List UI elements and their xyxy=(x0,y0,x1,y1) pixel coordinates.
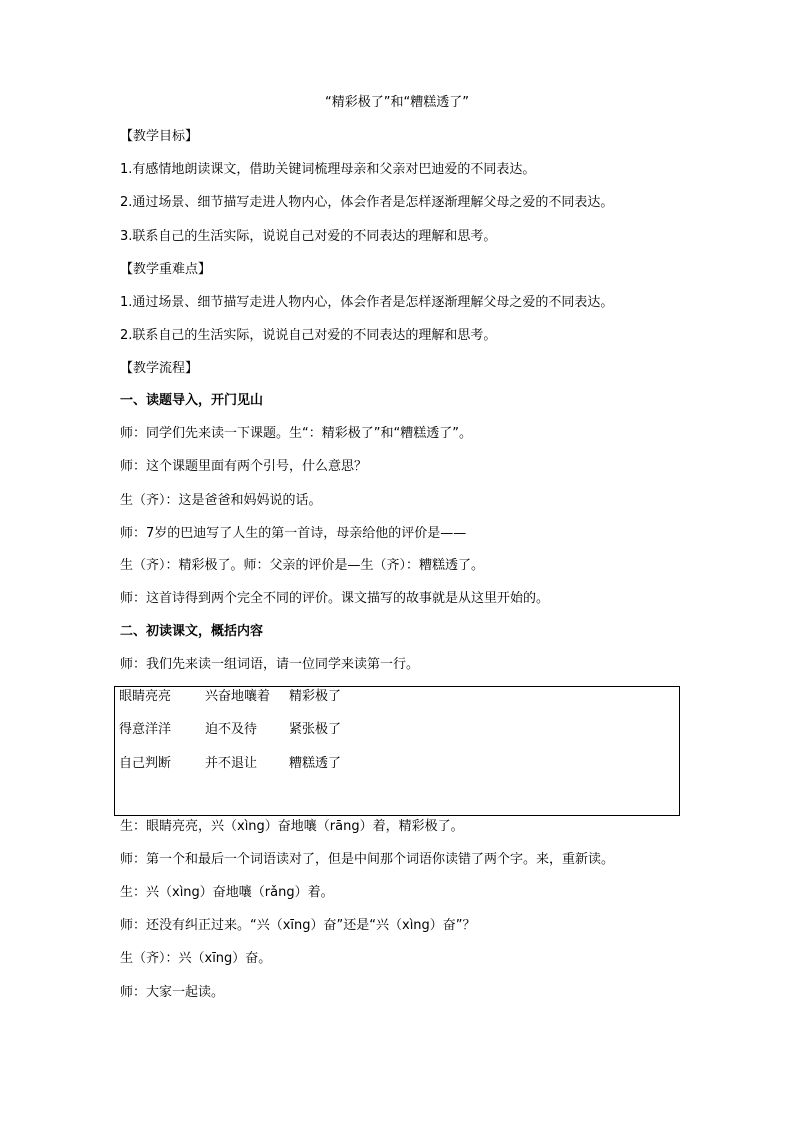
section-heading-process: 【教学流程】 xyxy=(120,361,199,376)
dialogue-line: 师：这个课题里面有两个引号，什么意思？ xyxy=(120,459,368,474)
document-title: “精彩极了”和“糟糕透了” xyxy=(325,95,469,110)
dialogue-line: 生：兴（xìng）奋地嚷（rǎng）着。 xyxy=(120,885,334,900)
vocabulary-word: 迫不及待 xyxy=(205,722,258,737)
vocabulary-word: 眼睛亮亮 xyxy=(119,689,172,704)
key-point-item-2: 2.联系自己的生活实际，说说自己对爱的不同表达的理解和思考。 xyxy=(120,328,497,343)
dialogue-line: 生（齐）：这是爸爸和妈妈说的话。 xyxy=(120,493,322,508)
dialogue-line: 师：大家一起读。 xyxy=(120,985,225,1000)
dialogue-line: 生（齐）：兴（xīng）奋。 xyxy=(120,951,272,966)
vocabulary-word: 糟糕透了 xyxy=(289,756,342,771)
section-heading-key-points: 【教学重难点】 xyxy=(120,262,212,277)
dialogue-line: 师：第一个和最后一个词语读对了，但是中间那个词语你读错了两个字。来，重新读。 xyxy=(120,852,615,867)
objective-item-3: 3.联系自己的生活实际，说说自己对爱的不同表达的理解和思考。 xyxy=(120,229,497,244)
vocabulary-word: 精彩极了 xyxy=(289,689,342,704)
vocabulary-word: 并不退让 xyxy=(205,756,258,771)
objective-item-2: 2.通过场景、细节描写走进人物内心，体会作者是怎样逐渐理解父母之爱的不同表达。 xyxy=(120,195,614,210)
vocabulary-word: 兴奋地嚷着 xyxy=(205,689,271,704)
vocabulary-word: 自己判断 xyxy=(119,756,172,771)
step-heading-1: 一、读题导入，开门见山 xyxy=(120,393,264,408)
vocabulary-word: 紧张极了 xyxy=(289,722,342,737)
step-heading-2: 二、初读课文，概括内容 xyxy=(120,624,264,639)
dialogue-line: 师：还没有纠正过来。“兴（xīng）奋”还是“兴（xìng）奋”？ xyxy=(120,918,476,933)
vocabulary-table xyxy=(114,686,680,816)
dialogue-line: 师：7岁的巴迪写了人生的第一首诗，母亲给他的评价是—— xyxy=(120,526,467,541)
vocabulary-word: 得意洋洋 xyxy=(119,722,172,737)
dialogue-line: 师：我们先来读一组词语，请一位同学来读第一行。 xyxy=(120,657,420,672)
section-heading-objectives: 【教学目标】 xyxy=(120,129,199,144)
dialogue-line: 生：眼睛亮亮，兴（xìng）奋地嚷（rāng）着，精彩极了。 xyxy=(120,819,464,834)
key-point-item-1: 1.通过场景、细节描写走进人物内心，体会作者是怎样逐渐理解父母之爱的不同表达。 xyxy=(120,295,614,310)
dialogue-line: 生（齐）：精彩极了。师：父亲的评价是—生（齐）：糟糕透了。 xyxy=(120,558,485,573)
dialogue-line: 师：同学们先来读一下课题。生“：精彩极了”和“糟糕透了”。 xyxy=(120,426,472,441)
dialogue-line: 师：这首诗得到两个完全不同的评价。课文描写的故事就是从这里开始的。 xyxy=(120,591,550,606)
objective-item-1: 1.有感情地朗读课文，借助关键词梳理母亲和父亲对巴迪爱的不同表达。 xyxy=(120,162,536,177)
